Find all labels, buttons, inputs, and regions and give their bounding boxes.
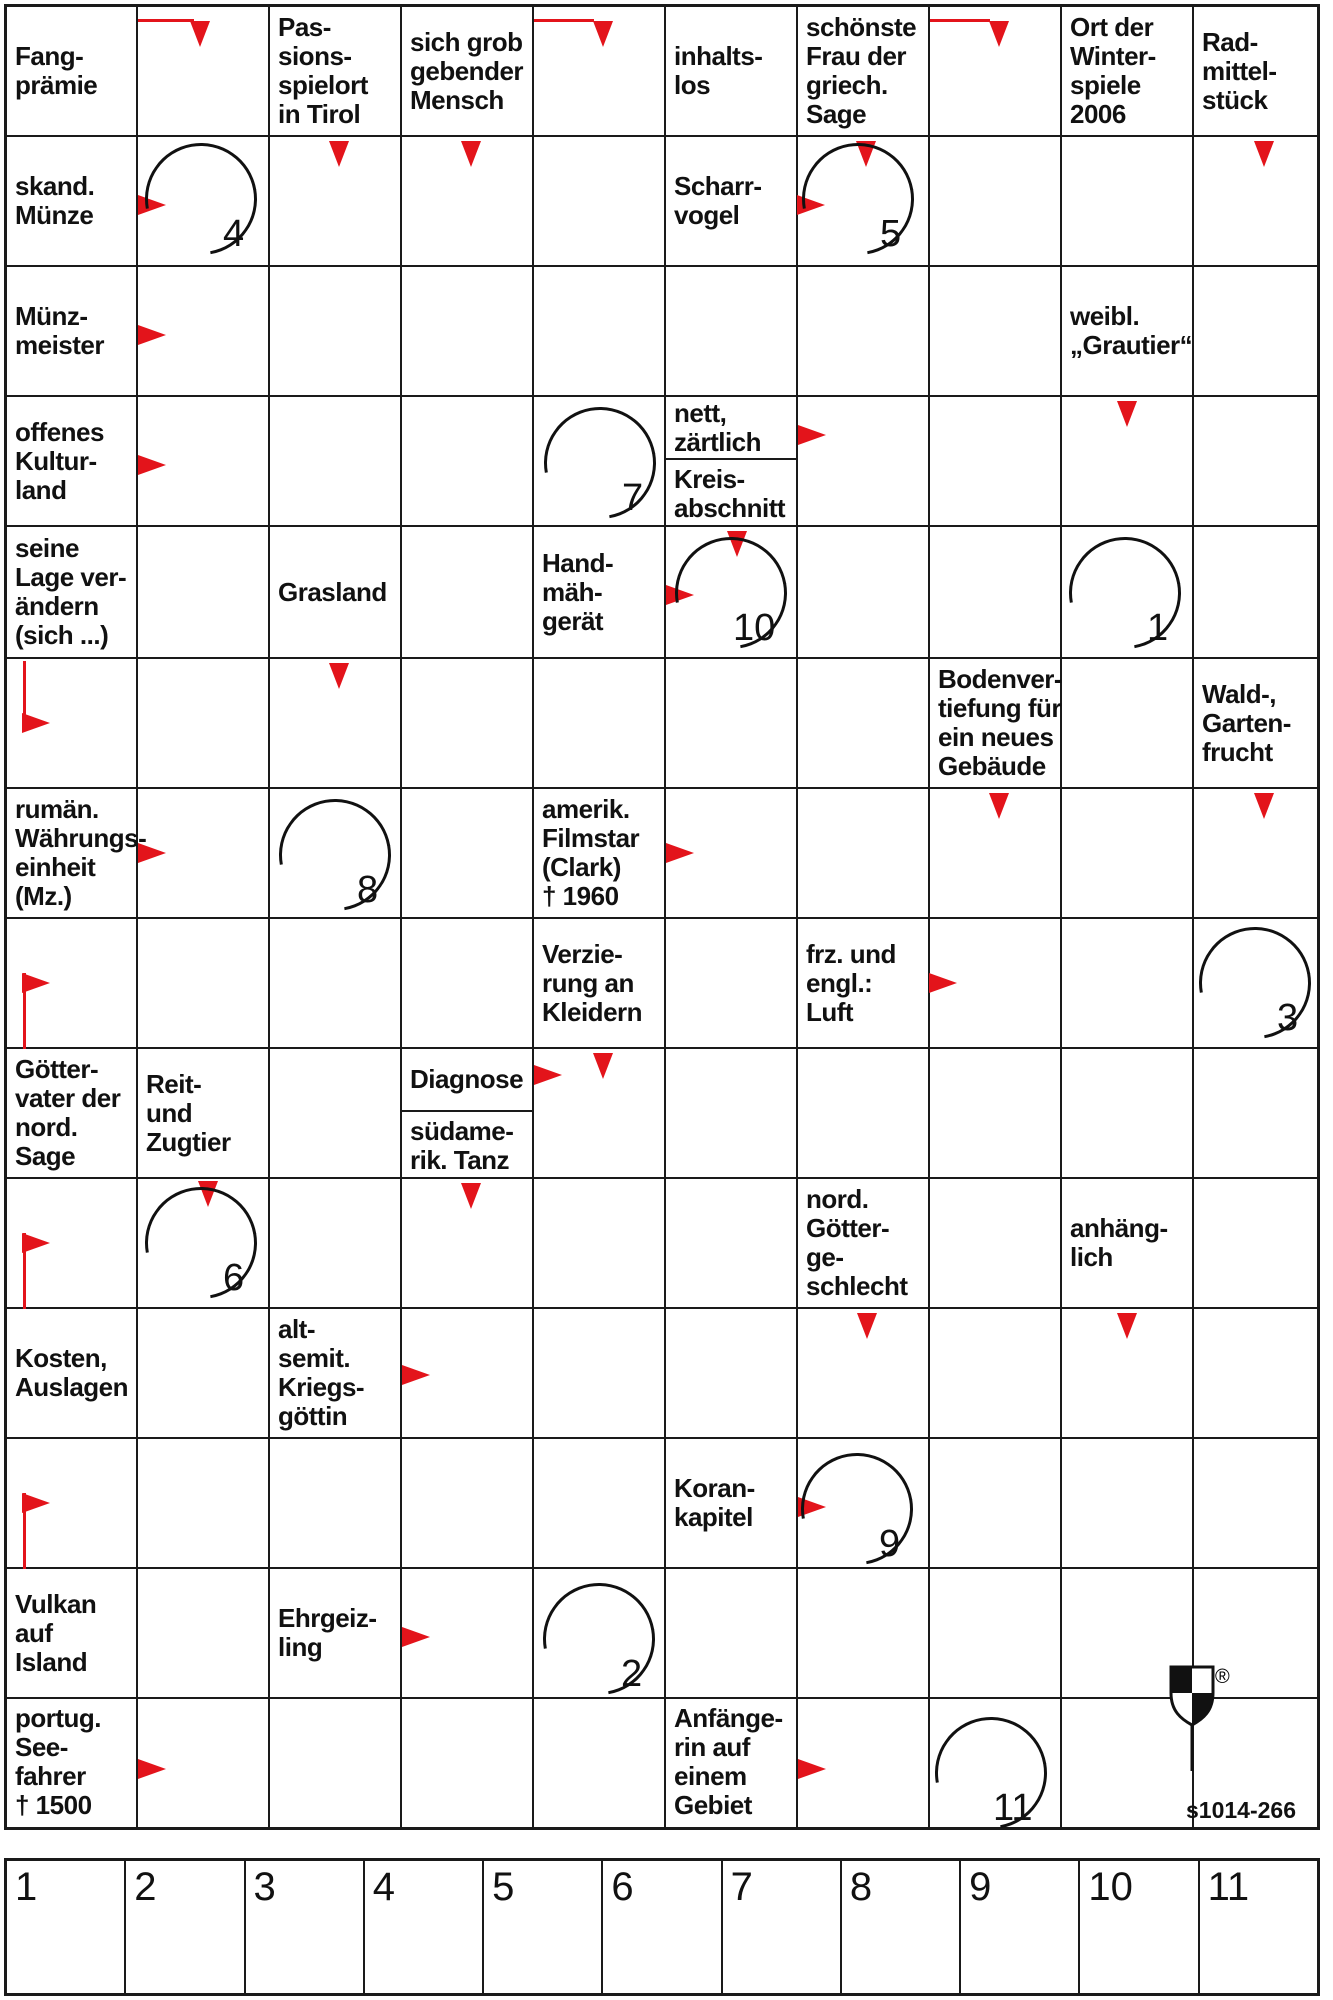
solution-box-number: 11 bbox=[1207, 1865, 1250, 1909]
grid-cell[interactable] bbox=[1062, 919, 1194, 1049]
clue-text: seine Lage ver- ändern (sich ...) bbox=[15, 533, 127, 650]
grid-cell[interactable] bbox=[138, 1309, 270, 1439]
clue-text: Pas- sions- spielort in Tirol bbox=[278, 12, 368, 129]
grid-cell[interactable] bbox=[798, 789, 930, 919]
arrow-right-icon bbox=[798, 1759, 826, 1779]
clue-text: Wald-, Garten- frucht bbox=[1202, 678, 1291, 767]
solution-box[interactable] bbox=[7, 1861, 126, 1993]
grid-cell[interactable] bbox=[402, 659, 534, 789]
clue-text: frz. und engl.: Luft bbox=[806, 938, 896, 1027]
clue-text: Reit- und Zugtier bbox=[146, 1068, 231, 1157]
arrow-right-icon bbox=[22, 1493, 50, 1513]
grid-cell[interactable] bbox=[1194, 1049, 1320, 1179]
solution-circle-number: 4 bbox=[223, 213, 245, 255]
grid-cell[interactable] bbox=[666, 1569, 798, 1699]
grid-cell[interactable] bbox=[534, 1439, 666, 1569]
grid-cell[interactable] bbox=[138, 527, 270, 659]
solution-box-number: 10 bbox=[1088, 1865, 1133, 1909]
solution-box[interactable] bbox=[246, 1861, 365, 1993]
grid-cell[interactable] bbox=[798, 397, 930, 527]
grid-cell[interactable] bbox=[666, 1049, 798, 1179]
clue-text: Hand- mäh- gerät bbox=[542, 547, 614, 636]
clue-text: inhalts- los bbox=[674, 41, 763, 100]
clue-text: Verzie- rung an Kleidern bbox=[542, 938, 643, 1027]
grid-cell[interactable] bbox=[930, 527, 1062, 659]
grid-cell[interactable] bbox=[930, 137, 1062, 267]
arrow-right-icon bbox=[666, 843, 694, 863]
solution-box-number: 5 bbox=[492, 1865, 515, 1909]
arrow-stem bbox=[23, 661, 26, 723]
grid-cell[interactable] bbox=[534, 1699, 666, 1827]
clue-text: schönste Frau der griech. Sage bbox=[806, 12, 917, 129]
grid-cell[interactable] bbox=[1062, 789, 1194, 919]
arrow-down-icon bbox=[329, 141, 349, 167]
arrow-right-icon bbox=[22, 973, 50, 993]
crossword-grid bbox=[4, 4, 1320, 1830]
solution-circle-number: 9 bbox=[879, 1523, 901, 1565]
clue-text: Grasland bbox=[278, 576, 387, 607]
grid-cell[interactable] bbox=[402, 789, 534, 919]
solution-box-number: 7 bbox=[730, 1865, 753, 1909]
grid-cell[interactable] bbox=[270, 397, 402, 527]
grid-cell[interactable] bbox=[534, 659, 666, 789]
grid-cell[interactable] bbox=[666, 1309, 798, 1439]
grid-cell[interactable] bbox=[402, 527, 534, 659]
grid-cell[interactable] bbox=[270, 1699, 402, 1827]
clue-text: rumän. Währungs- einheit (Mz.) bbox=[15, 794, 147, 911]
grid-cell[interactable] bbox=[138, 659, 270, 789]
grid-cell[interactable] bbox=[1194, 527, 1320, 659]
grid-cell[interactable] bbox=[1062, 1049, 1194, 1179]
clue-text: Kreis- abschnitt bbox=[674, 463, 786, 523]
arrow-right-icon bbox=[798, 425, 826, 445]
grid-cell[interactable] bbox=[534, 1309, 666, 1439]
clue-text: offenes Kultur- land bbox=[15, 416, 104, 505]
grid-cell[interactable] bbox=[798, 527, 930, 659]
grid-cell[interactable] bbox=[270, 267, 402, 397]
solution-box-number: 2 bbox=[134, 1865, 157, 1909]
arrow-down-icon bbox=[989, 21, 1009, 47]
clue-text: Münz- meister bbox=[15, 301, 104, 360]
grid-cell[interactable] bbox=[1194, 1309, 1320, 1439]
solution-box-number: 1 bbox=[15, 1865, 38, 1909]
solution-box-number: 8 bbox=[849, 1865, 873, 1909]
grid-cell[interactable] bbox=[270, 1439, 402, 1569]
arrow-stem bbox=[23, 1233, 26, 1309]
arrow-right-icon bbox=[22, 1233, 50, 1253]
grid-cell[interactable] bbox=[666, 267, 798, 397]
grid-cell[interactable] bbox=[798, 267, 930, 397]
clue-text: amerik. Filmstar (Clark) † 1960 bbox=[542, 794, 640, 911]
clue-text: weibl. „Grautier“ bbox=[1070, 301, 1193, 360]
grid-cell[interactable] bbox=[1194, 1439, 1320, 1569]
clue-text: Ort der Winter- spiele 2006 bbox=[1070, 12, 1156, 129]
grid-cell[interactable] bbox=[402, 267, 534, 397]
arrow-down-icon bbox=[1254, 141, 1274, 167]
solution-row bbox=[4, 1858, 1320, 1996]
clue-text: Vulkan auf Island bbox=[15, 1588, 97, 1677]
arrow-right-icon bbox=[138, 843, 166, 863]
grid-cell[interactable] bbox=[402, 1699, 534, 1827]
clue-text: Ehrgeiz- ling bbox=[278, 1603, 377, 1662]
clue-text: anhäng- lich bbox=[1070, 1213, 1168, 1272]
arrow-right-icon bbox=[534, 1065, 562, 1085]
grid-cell[interactable] bbox=[798, 1569, 930, 1699]
grid-cell[interactable] bbox=[270, 1049, 402, 1179]
arrow-down-icon bbox=[1117, 1313, 1137, 1339]
solution-circle-number: 7 bbox=[622, 477, 644, 519]
grid-cell[interactable] bbox=[534, 267, 666, 397]
solution-circle-number: 1 bbox=[1147, 607, 1169, 649]
grid-cell[interactable] bbox=[930, 1569, 1062, 1699]
grid-cell[interactable] bbox=[270, 919, 402, 1049]
clue-text: Diagnose bbox=[402, 1049, 532, 1112]
grid-cell[interactable] bbox=[1062, 137, 1194, 267]
grid-cell[interactable] bbox=[1194, 267, 1320, 397]
arrow-down-icon bbox=[989, 793, 1009, 819]
arrow-right-icon bbox=[138, 325, 166, 345]
arrow-stem bbox=[23, 1493, 26, 1569]
arrow-stem bbox=[534, 19, 594, 22]
solution-box[interactable] bbox=[126, 1861, 245, 1993]
solution-box[interactable] bbox=[723, 1861, 842, 1993]
arrow-right-icon bbox=[929, 973, 957, 993]
arrow-down-icon bbox=[1254, 793, 1274, 819]
solution-box-number: 9 bbox=[969, 1865, 992, 1909]
clue-text: Götter- vater der nord. Sage bbox=[15, 1054, 121, 1171]
arrow-down-icon bbox=[461, 1183, 481, 1209]
grid-cell[interactable] bbox=[270, 1179, 402, 1309]
clue-text: Kosten, Auslagen bbox=[15, 1343, 129, 1402]
clue-text: alt- semit. Kriegs- göttin bbox=[278, 1314, 365, 1431]
solution-circle-number: 3 bbox=[1277, 997, 1299, 1039]
solution-box[interactable] bbox=[484, 1861, 603, 1993]
grid-cell[interactable] bbox=[1062, 1439, 1194, 1569]
grid-cell[interactable] bbox=[138, 919, 270, 1049]
puzzle-code: s1014-266 bbox=[1186, 1797, 1296, 1823]
solution-circle-number: 8 bbox=[357, 869, 379, 911]
solution-box[interactable] bbox=[365, 1861, 484, 1993]
arrow-down-icon bbox=[593, 1053, 613, 1079]
grid-cell[interactable] bbox=[402, 397, 534, 527]
grid-cell[interactable] bbox=[798, 659, 930, 789]
arrow-down-icon bbox=[461, 141, 481, 167]
arrow-right-icon bbox=[138, 455, 166, 475]
arrow-right-icon bbox=[402, 1365, 430, 1385]
solution-box[interactable] bbox=[1080, 1861, 1199, 1993]
solution-box-number: 4 bbox=[372, 1865, 396, 1909]
grid-cell[interactable] bbox=[666, 659, 798, 789]
clue-text: portug. See- fahrer † 1500 bbox=[15, 1703, 102, 1820]
arrow-right-icon bbox=[138, 1759, 166, 1779]
grid-cell[interactable] bbox=[138, 1439, 270, 1569]
arrow-down-icon bbox=[190, 21, 210, 47]
clue-text: Fang- prämie bbox=[15, 41, 98, 100]
solution-box-number: 3 bbox=[253, 1865, 276, 1909]
arrow-stem bbox=[930, 19, 990, 22]
arrow-right-icon bbox=[402, 1627, 430, 1647]
grid-cell[interactable] bbox=[930, 1439, 1062, 1569]
arrow-stem bbox=[138, 19, 194, 22]
solution-box[interactable] bbox=[961, 1861, 1080, 1993]
grid-cell[interactable] bbox=[930, 1179, 1062, 1309]
grid-cell[interactable] bbox=[666, 919, 798, 1049]
grid-cell[interactable] bbox=[930, 397, 1062, 527]
solution-circle-number: 5 bbox=[880, 213, 902, 255]
clue-text: nord. Götter- ge- schlecht bbox=[806, 1184, 908, 1301]
publisher-logo bbox=[1167, 1663, 1230, 1778]
clue-text: Bodenver- tiefung für ein neues Gebäude bbox=[938, 664, 1063, 781]
arrow-down-icon bbox=[593, 21, 613, 47]
registered-mark: ® bbox=[1215, 1666, 1230, 1688]
grid-cell[interactable] bbox=[402, 1439, 534, 1569]
grid-cell[interactable] bbox=[1194, 1179, 1320, 1309]
solution-circle-number: 11 bbox=[993, 1787, 1033, 1829]
solution-circle-number: 2 bbox=[621, 1653, 643, 1695]
clue-text: Anfänge- rin auf einem Gebiet bbox=[674, 1703, 783, 1820]
solution-circle-number: 10 bbox=[733, 607, 776, 649]
clue-text: südame- rik. Tanz bbox=[410, 1115, 514, 1175]
solution-circle-number: 6 bbox=[223, 1257, 245, 1299]
clue-text: Koran- kapitel bbox=[674, 1473, 755, 1532]
grid-cell[interactable] bbox=[930, 1049, 1062, 1179]
arrow-down-icon bbox=[329, 663, 349, 689]
solution-box[interactable] bbox=[603, 1861, 722, 1993]
arrow-down-icon bbox=[1117, 401, 1137, 427]
grid-cell[interactable] bbox=[138, 1569, 270, 1699]
grid-cell[interactable] bbox=[930, 267, 1062, 397]
grid-cell[interactable] bbox=[1194, 397, 1320, 527]
grid-cell[interactable] bbox=[1062, 659, 1194, 789]
solution-box[interactable] bbox=[842, 1861, 961, 1993]
arrow-stem bbox=[23, 973, 26, 1049]
clue-text: nett, zärtlich bbox=[666, 397, 796, 460]
solution-box-number: 6 bbox=[611, 1865, 634, 1909]
arrow-right-icon bbox=[22, 713, 50, 733]
grid-cell[interactable] bbox=[402, 919, 534, 1049]
grid-cell[interactable] bbox=[798, 1049, 930, 1179]
grid-cell[interactable] bbox=[930, 1309, 1062, 1439]
clue-text: Rad- mittel- stück bbox=[1202, 26, 1277, 115]
grid-cell[interactable] bbox=[666, 1179, 798, 1309]
grid-cell[interactable] bbox=[534, 137, 666, 267]
clue-text: Scharr- vogel bbox=[674, 171, 762, 230]
clue-text: skand. Münze bbox=[15, 171, 95, 230]
clue-text: sich grob gebender Mensch bbox=[410, 26, 524, 115]
grid-cell[interactable] bbox=[534, 1179, 666, 1309]
solution-box[interactable] bbox=[1200, 1861, 1317, 1993]
arrow-down-icon bbox=[857, 1313, 877, 1339]
